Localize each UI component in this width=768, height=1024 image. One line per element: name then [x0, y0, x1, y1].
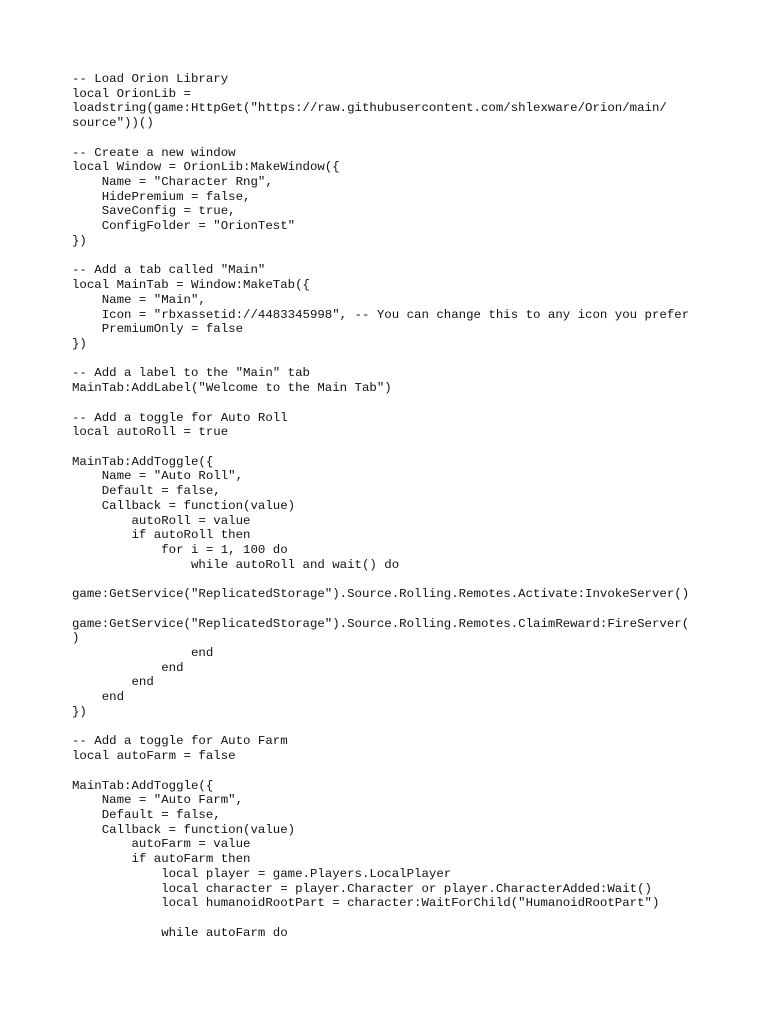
code-line — [72, 352, 712, 367]
code-line: -- Add a label to the "Main" tab — [72, 366, 310, 381]
code-line: end — [72, 646, 214, 661]
code-line: ConfigFolder = "OrionTest" — [72, 219, 296, 234]
code-line: SaveConfig = true, — [72, 204, 236, 219]
code-line: game:GetService("ReplicatedStorage").Source.Rolling.Remotes.ClaimReward:FireServer( — [72, 616, 690, 631]
code-line: -- Add a toggle for Auto Farm — [72, 734, 288, 749]
code-line: local humanoidRootPart = character:WaitForChild("HumanoidRootPart") — [72, 896, 660, 911]
code-line: local character = player.Character or player.CharacterAdded:Wait() — [72, 881, 652, 896]
code-line — [72, 396, 712, 411]
code-line: local MainTab = Window:MakeTab({ — [72, 278, 310, 293]
code-line: -- Load Orion Library — [72, 72, 229, 86]
code-line: -- Add a tab called "Main" — [72, 263, 266, 278]
code-line: loadstring(game:HttpGet("https://raw.githubusercontent.com/shlexware/Orion/main/ — [72, 101, 667, 116]
code-line: local player = game.Players.LocalPlayer — [72, 866, 452, 881]
code-line: source"))() — [72, 116, 154, 131]
code-line: Name = "Auto Farm", — [72, 793, 244, 808]
code-line: for i = 1, 100 do — [72, 543, 288, 557]
code-line: }) — [72, 336, 87, 351]
code-line — [72, 249, 712, 264]
code-line: local autoRoll = true — [72, 425, 229, 440]
code-line: autoRoll = value — [72, 513, 251, 528]
code-line — [72, 911, 712, 926]
code-line: if autoFarm then — [72, 852, 251, 867]
code-line: Default = false, — [72, 807, 221, 822]
code-line: Callback = function(value) — [72, 498, 296, 513]
code-line: ) — [72, 631, 80, 646]
code-line: local Window = OrionLib:MakeWindow({ — [72, 160, 340, 175]
code-line: autoFarm = value — [72, 837, 251, 852]
code-line — [72, 131, 712, 146]
code-line: MainTab:AddToggle({ — [72, 454, 214, 469]
code-line: MainTab:AddToggle({ — [72, 778, 214, 793]
code-line: end — [72, 660, 184, 675]
code-line: end — [72, 690, 125, 705]
code-line: }) — [72, 704, 87, 719]
code-line: Icon = "rbxassetid://4483345998", -- You can change this to any icon you prefer — [72, 307, 690, 322]
code-line: HidePremium = false, — [72, 189, 251, 204]
code-line: local OrionLib = — [72, 86, 191, 101]
code-line: PremiumOnly = false — [72, 322, 244, 337]
code-line — [72, 764, 712, 779]
code-line — [72, 440, 712, 455]
code-line: end — [72, 675, 154, 690]
code-line — [72, 720, 712, 735]
code-line: -- Create a new window — [72, 145, 236, 160]
code-line: Default = false, — [72, 484, 221, 499]
code-line — [72, 602, 712, 617]
code-line: if autoRoll then — [72, 528, 251, 543]
code-line: -- Add a toggle for Auto Roll — [72, 410, 288, 425]
code-line: Name = "Character Rng", — [72, 175, 273, 190]
code-line: Name = "Main", — [72, 292, 206, 307]
code-line: game:GetService("ReplicatedStorage").Source.Rolling.Remotes.Activate:InvokeServer() — [72, 587, 690, 602]
code-line: while autoRoll and wait() do — [72, 557, 400, 572]
code-line: MainTab:AddLabel("Welcome to the Main Tab") — [72, 381, 392, 396]
code-listing — [72, 72, 712, 940]
code-line: while autoFarm do — [72, 925, 288, 940]
code-line: Name = "Auto Roll", — [72, 469, 244, 484]
code-line: Callback = function(value) — [72, 822, 296, 837]
code-line: }) — [72, 233, 87, 248]
code-line — [72, 572, 712, 587]
code-line: local autoFarm = false — [72, 749, 236, 764]
